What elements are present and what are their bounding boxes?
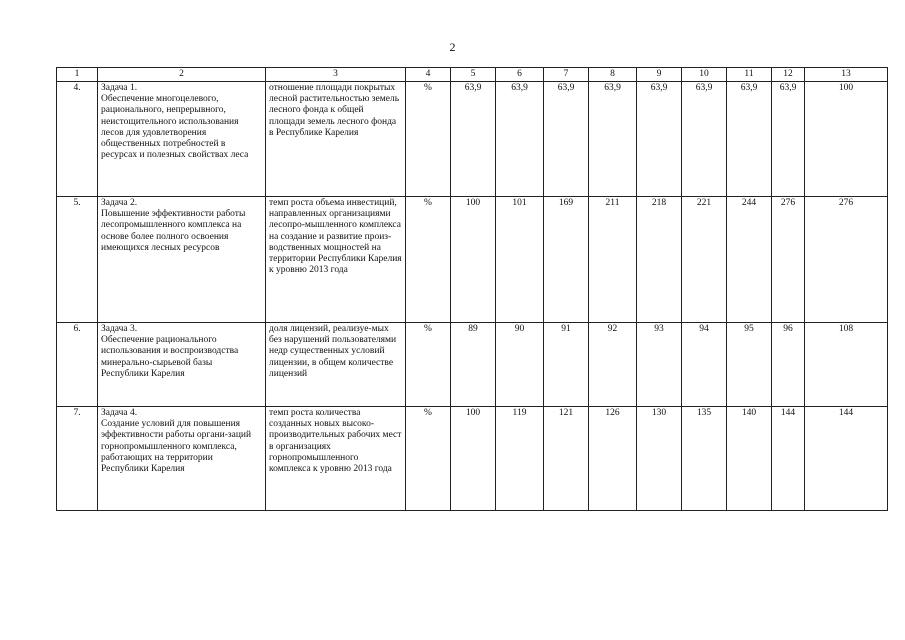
- task-title: Задача 4.: [101, 408, 138, 418]
- column-number-header: 4: [406, 68, 451, 82]
- value-cell: 95: [727, 323, 772, 407]
- value-cell: 63,9: [637, 82, 682, 197]
- value-cell: 100: [451, 407, 496, 511]
- task-text: Обеспечение многоцелевого, рационального, непрерывного, неистощительного использования лесов для удовлетворения общественных потребностей в ресурсах и полезных свойствах леса: [101, 94, 249, 161]
- unit-cell: %: [406, 82, 451, 197]
- value-cell: 276: [772, 197, 805, 323]
- value-cell: 96: [772, 323, 805, 407]
- column-number-header: 13: [805, 68, 888, 82]
- task-title: Задача 1.: [101, 83, 138, 93]
- unit-cell: %: [406, 323, 451, 407]
- value-cell: 211: [589, 197, 637, 323]
- value-cell: 135: [682, 407, 727, 511]
- value-cell: 89: [451, 323, 496, 407]
- value-cell: 126: [589, 407, 637, 511]
- column-number-header: 8: [589, 68, 637, 82]
- column-number-header: 2: [98, 68, 266, 82]
- value-cell: 144: [772, 407, 805, 511]
- table-row: [57, 323, 888, 407]
- task-cell: [98, 197, 266, 323]
- task-title: Задача 3.: [101, 324, 138, 334]
- task-cell: [98, 407, 266, 511]
- value-cell: 130: [637, 407, 682, 511]
- value-cell: 101: [496, 197, 544, 323]
- indicator-cell: темп роста количества созданных новых высоко-производительных рабочих мест в организациях горнопромышленного комплекса к уровню 2013 года: [266, 407, 406, 511]
- value-cell: 244: [727, 197, 772, 323]
- value-cell: 92: [589, 323, 637, 407]
- column-number-header: 1: [57, 68, 98, 82]
- value-cell: 90: [496, 323, 544, 407]
- column-number-header: 5: [451, 68, 496, 82]
- row-number: 7.: [57, 407, 98, 511]
- task-text: Повышение эффективности работы лесопромышленного комплекса на основе более полного освоения имеющихся лесных ресурсов: [101, 209, 246, 253]
- table-row: [57, 82, 888, 197]
- column-number-header: 12: [772, 68, 805, 82]
- unit-cell: %: [406, 197, 451, 323]
- value-cell: 100: [451, 197, 496, 323]
- value-cell: 144: [805, 407, 888, 511]
- indicator-cell: отношение площади покрытых лесной растительностью земель лесного фонда к общей площади земель лесного фонда в Республике Карелия: [266, 82, 406, 197]
- row-number: 6.: [57, 323, 98, 407]
- column-number-header: 10: [682, 68, 727, 82]
- task-text: Обеспечение рационального использования и воспроизводства минерально-сырьевой базы Республики Карелия: [101, 335, 239, 379]
- value-cell: 63,9: [727, 82, 772, 197]
- page-number: 2: [449, 40, 456, 54]
- value-cell: 93: [637, 323, 682, 407]
- value-cell: 63,9: [544, 82, 589, 197]
- task-cell: [98, 82, 266, 197]
- task-cell: [98, 323, 266, 407]
- value-cell: 169: [544, 197, 589, 323]
- table-row: [57, 407, 888, 511]
- value-cell: 218: [637, 197, 682, 323]
- value-cell: 63,9: [772, 82, 805, 197]
- column-number-header: 6: [496, 68, 544, 82]
- table-header-row: [57, 68, 888, 82]
- task-text: Создание условий для повышения эффективности работы органи-заций горнопромышленного комплекса, работающих на территории Республики Карелия: [101, 419, 252, 475]
- row-number: 4.: [57, 82, 98, 197]
- row-number: 5.: [57, 197, 98, 323]
- column-number-header: 11: [727, 68, 772, 82]
- table-row: [57, 197, 888, 323]
- value-cell: 91: [544, 323, 589, 407]
- task-title: Задача 2.: [101, 198, 138, 208]
- column-number-header: 7: [544, 68, 589, 82]
- value-cell: 63,9: [682, 82, 727, 197]
- value-cell: 63,9: [589, 82, 637, 197]
- value-cell: 140: [727, 407, 772, 511]
- value-cell: 119: [496, 407, 544, 511]
- value-cell: 94: [682, 323, 727, 407]
- column-number-header: 9: [637, 68, 682, 82]
- value-cell: 63,9: [496, 82, 544, 197]
- value-cell: 100: [805, 82, 888, 197]
- value-cell: 108: [805, 323, 888, 407]
- unit-cell: %: [406, 407, 451, 511]
- value-cell: 276: [805, 197, 888, 323]
- value-cell: 121: [544, 407, 589, 511]
- column-number-header: 3: [266, 68, 406, 82]
- indicator-table: [56, 67, 888, 511]
- value-cell: 63,9: [451, 82, 496, 197]
- indicator-cell: доля лицензий, реализуе-мых без нарушений пользователями недр существенных условий лицензии, в общем количестве лицензий: [266, 323, 406, 407]
- indicator-cell: темп роста объема инвестиций, направленных организациями лесопро-мышленного комплекса на создание и развитие произ-водственных мощностей на территории Республики Карелия к уровню 2013 года: [266, 197, 406, 323]
- value-cell: 221: [682, 197, 727, 323]
